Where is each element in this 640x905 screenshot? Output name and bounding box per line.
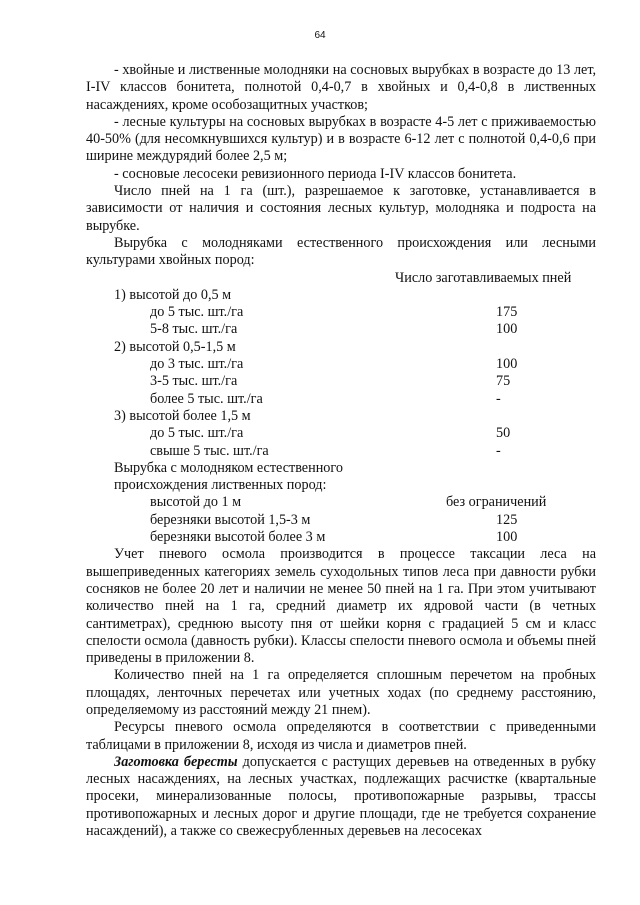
table-row: до 5 тыс. шт./га 175 (150, 304, 518, 321)
group-label: 1) высотой до 0,5 м (114, 286, 232, 303)
table-row: высотой до 1 м без ограничений (150, 494, 547, 511)
table-header: Число заготавливаемых пней (395, 269, 572, 286)
table-row: 3-5 тыс. шт./га 75 (150, 373, 511, 390)
paragraph-stump-survey: Количество пней на 1 га определяется сплошным перечетом на пробных площадях, ленточных перечетах или учетных ходах (по среднему расстоянию, определяемому из расстояний между 21 пнем). (86, 667, 596, 718)
paragraph-coniferous: Вырубка с молодняками естественного происхождения или лесными культурами хвойных пород: (86, 234, 596, 269)
group-label: 2) высотой 0,5-1,5 м (114, 338, 236, 355)
paragraph-resin-resources: Ресурсы пневого осмола определяются в соответствии с приведенными таблицами в приложении 8, исходя из числа и диаметров пней. (86, 719, 596, 753)
table-row: свыше 5 тыс. шт./га - (150, 442, 501, 459)
table-row: 5-8 тыс. шт./га 100 (150, 321, 518, 338)
deciduous-title: Вырубка с молодняком естественного (114, 459, 343, 476)
bullet-forest-crops: - лесные культуры на сосновых вырубках в возрасте 4-5 лет с приживаемостью 40-50% (для несомкнувшихся культур) и в возрасте 6-12 лет с полнотой 0,4-0,6 при ширине междурядий более 2,5 м; (86, 113, 596, 165)
birch-bark-heading: Заготовка бересты (114, 753, 238, 770)
stump-table (86, 270, 596, 547)
text-body (86, 62, 596, 840)
paragraph-birch-bark: Заготовка бересты допускается с растущих деревьев на отведенных в рубку лесных насаждениях, на лесных участках, подлежащих расчистке (квартальные просеки, минерализованные полосы, противопожарные разрывы, трассы противопожарных и лесных дорог и другие площади, где не требуется сохранение насаждений), а также со свежесрубленных деревьев на лесосеках (86, 753, 596, 840)
table-row: березняки высотой 1,5-3 м 125 (150, 511, 518, 528)
table-row: березняки высотой более 3 м 100 (150, 529, 518, 546)
table-row: более 5 тыс. шт./га - (150, 390, 501, 407)
group-label: 3) высотой более 1,5 м (114, 407, 251, 424)
paragraph-resin-accounting: Учет пневого осмола производится в процессе таксации леса на вышеприведенных категориях земель суходольных типов леса при давности рубки сосняков не более 20 лет и наличии не менее 50 пней на 1 га. При этом учитывают количество пней на 1 га, средний диаметр их ядровой части (в четных сантиметрах), среднюю высоту пня от шейки корня с градацией 5 см и класс спелости осмола (давность рубки). Классы спелости пневого осмола и объемы пней приведены в приложении 8. (86, 546, 596, 667)
deciduous-title: происхождения лиственных пород: (114, 477, 327, 494)
paragraph-stump-count: Число пней на 1 га (шт.), разрешаемое к заготовке, устанавливается в зависимости от наличия и состояния лесных культур, молодняка и подроста на вырубке. (86, 183, 596, 234)
table-row: до 5 тыс. шт./га 50 (150, 425, 511, 442)
bullet-young-stands: - хвойные и лиственные молодняки на сосновых вырубках в возрасте до 13 лет, I-IV классов бонитета, полнотой 0,4-0,7 в хвойных и 0,4-0,8 в лиственных насаждениях, кроме особозащитных участков; (86, 62, 596, 113)
table-row: до 3 тыс. шт./га 100 (150, 356, 518, 373)
page-number: 64 (314, 30, 326, 41)
bullet-revision-cutting: - сосновые лесосеки ревизионного периода I-IV классов бонитета. (114, 165, 517, 182)
